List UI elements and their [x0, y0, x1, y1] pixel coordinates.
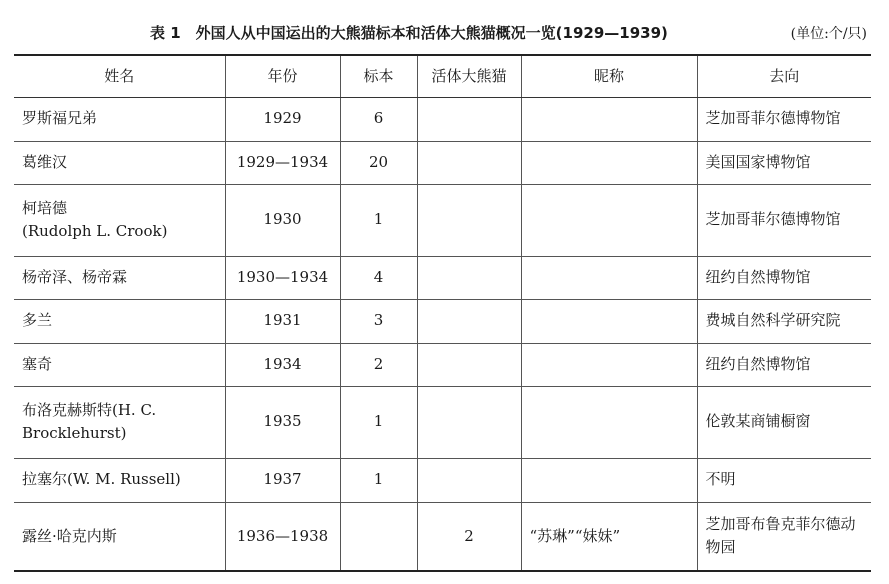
cell-name-line: 多兰	[22, 311, 53, 330]
cell-destination: 费城自然科学研究院	[697, 299, 871, 343]
table-row	[14, 256, 871, 299]
cell-year: 1936—1938	[225, 502, 340, 571]
col-header-nickname: 昵称	[521, 55, 697, 97]
cell-name-line: 拉塞尔(W. M. Russell)	[22, 470, 181, 489]
cell-year: 1930	[225, 184, 340, 256]
col-header-live-pandas: 活体大熊猫	[417, 55, 521, 97]
cell-name-line: 柯培德	[22, 198, 68, 217]
cell-live-pandas	[417, 184, 521, 256]
cell-specimens: 3	[340, 299, 417, 343]
cell-name	[14, 502, 225, 571]
cell-specimens: 1	[340, 386, 417, 458]
table-title: 表 1 外国人从中国运出的大熊猫标本和活体大熊猫概况一览(1929—1939)	[150, 24, 668, 42]
cell-destination: 美国国家博物馆	[697, 141, 871, 184]
table-header-row	[14, 55, 871, 97]
cell-nickname	[521, 299, 697, 343]
cell-specimens: 2	[340, 343, 417, 386]
cell-specimens: 1	[340, 458, 417, 502]
cell-live-pandas: 2	[417, 502, 521, 571]
cell-nickname	[521, 141, 697, 184]
table-row	[14, 343, 871, 386]
col-header-name: 姓名	[14, 55, 225, 97]
cell-year: 1931	[225, 299, 340, 343]
cell-name-line: 布洛克赫斯特(H. C.	[22, 400, 157, 419]
cell-specimens: 6	[340, 97, 417, 141]
cell-name-line-2: Brocklehurst)	[22, 424, 127, 442]
table-row	[14, 299, 871, 343]
cell-year: 1935	[225, 386, 340, 458]
cell-specimens: 4	[340, 256, 417, 299]
cell-nickname	[521, 458, 697, 502]
cell-destination: 芝加哥布鲁克菲尔德动物园	[697, 502, 871, 571]
cell-specimens: 1	[340, 184, 417, 256]
cell-live-pandas	[417, 97, 521, 141]
table-row	[14, 386, 871, 458]
cell-name	[14, 386, 225, 458]
cell-name-line: 露丝·哈克内斯	[22, 526, 117, 545]
panda-export-table	[14, 54, 871, 572]
cell-live-pandas	[417, 343, 521, 386]
cell-live-pandas	[417, 141, 521, 184]
table-row	[14, 97, 871, 141]
table-caption	[0, 22, 889, 46]
cell-name	[14, 458, 225, 502]
cell-year: 1937	[225, 458, 340, 502]
cell-specimens	[340, 502, 417, 571]
cell-year: 1930—1934	[225, 256, 340, 299]
cell-destination: 不明	[697, 458, 871, 502]
cell-name	[14, 184, 225, 256]
cell-name-line: 罗斯福兄弟	[22, 109, 98, 128]
cell-name	[14, 141, 225, 184]
table-row	[14, 141, 871, 184]
cell-nickname	[521, 97, 697, 141]
cell-name-line: 葛维汉	[22, 152, 68, 171]
cell-specimens: 20	[340, 141, 417, 184]
cell-name-line-2: (Rudolph L. Crook)	[22, 222, 168, 240]
cell-destination: 伦敦某商铺橱窗	[697, 386, 871, 458]
cell-destination: 芝加哥菲尔德博物馆	[697, 184, 871, 256]
table-row	[14, 502, 871, 571]
col-header-specimens: 标本	[340, 55, 417, 97]
cell-destination: 纽约自然博物馆	[697, 343, 871, 386]
cell-year: 1934	[225, 343, 340, 386]
cell-destination: 纽约自然博物馆	[697, 256, 871, 299]
table-row	[14, 184, 871, 256]
cell-year: 1929—1934	[225, 141, 340, 184]
cell-live-pandas	[417, 458, 521, 502]
cell-year: 1929	[225, 97, 340, 141]
cell-nickname	[521, 256, 697, 299]
cell-name	[14, 256, 225, 299]
col-header-destination: 去向	[697, 55, 871, 97]
table-row	[14, 458, 871, 502]
cell-name	[14, 343, 225, 386]
cell-name	[14, 299, 225, 343]
cell-name-line: 杨帝泽、杨帝霖	[22, 267, 128, 286]
cell-name	[14, 97, 225, 141]
col-header-year: 年份	[225, 55, 340, 97]
cell-nickname	[521, 343, 697, 386]
cell-live-pandas	[417, 256, 521, 299]
unit-note: (单位:个/只)	[790, 26, 867, 42]
cell-nickname	[521, 184, 697, 256]
cell-nickname: “苏琳”“妹妹”	[521, 502, 697, 571]
cell-destination: 芝加哥菲尔德博物馆	[697, 97, 871, 141]
cell-name-line: 塞奇	[22, 354, 53, 373]
cell-live-pandas	[417, 299, 521, 343]
cell-nickname	[521, 386, 697, 458]
cell-live-pandas	[417, 386, 521, 458]
